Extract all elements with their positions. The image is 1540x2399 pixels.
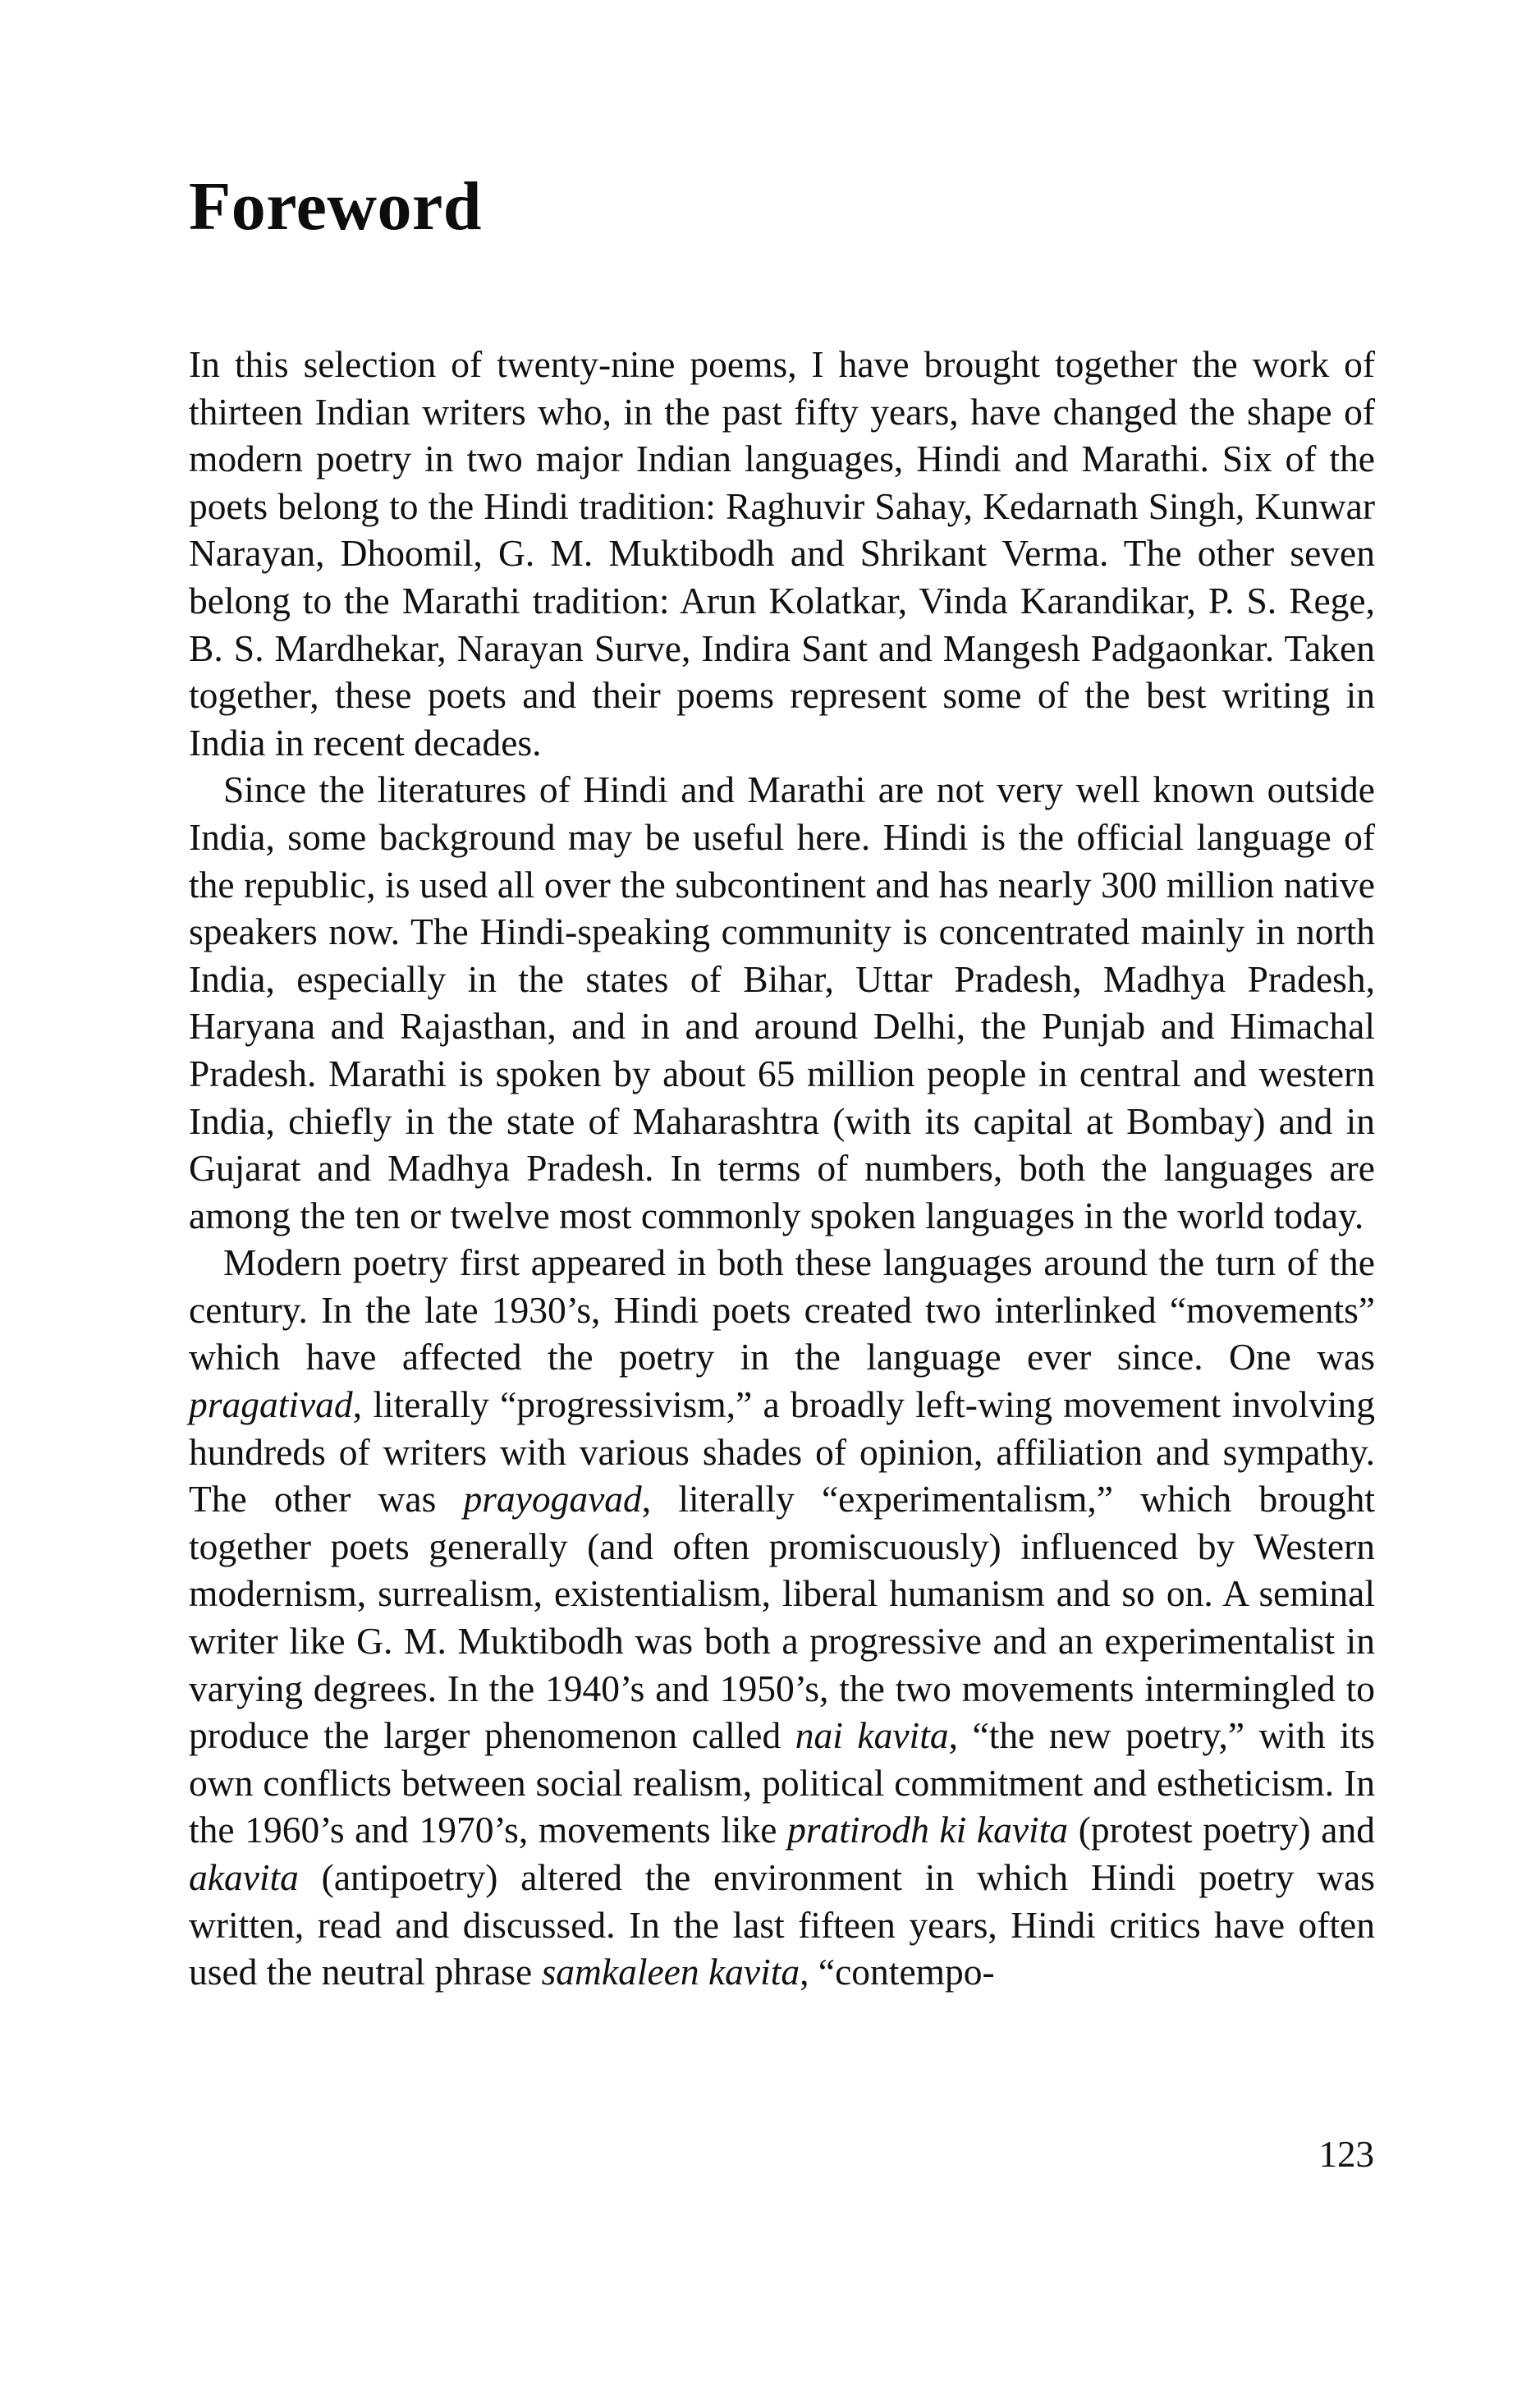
- foreword-body: [189, 341, 1375, 1996]
- italic-term: samkaleen kavita: [541, 1951, 800, 1993]
- italic-term: prayogavad: [463, 1478, 642, 1521]
- text-run: , literally “experimentalism,” which brought together poets generally (and often promiscuously) influenced by Western modernism, surrealism, existentialism, liberal humanism and so on. A seminal writer like G. M. Muktibodh was both a progressive and an experimentalist in varying degrees. In the 1940’s and 1950’s, the two movements intermingled to produce the larger phenomenon called: [189, 1478, 1375, 1757]
- text-run: , “contempo-: [800, 1951, 995, 1993]
- text-run: (protest poetry) and: [1068, 1809, 1376, 1851]
- paragraph: In this selection of twenty-nine poems, I have brought together the work of thirteen Indian writers who, in the past fifty years, have changed the shape of modern poetry in two major Indian languages, Hindi and Marathi. Six of the poets belong to the Hindi tradition: Raghuvir Sahay, Kedarnath Singh, Kunwar Narayan, Dhoomil, G. M. Muktibodh and Shrikant Verma. The other seven belong to the Marathi tradition: Arun Kolatkar, Vinda Karandikar, P. S. Rege, B. S. Mardhekar, Narayan Surve, Indira Sant and Mangesh Padgaonkar. Taken together, these poets and their poems represent some of the best writing in India in recent decades.: [189, 343, 1375, 764]
- italic-term: akavita: [189, 1856, 299, 1898]
- page-number: 123: [1318, 2134, 1374, 2175]
- text-run: , literally “progressivism,” a broadly left-wing movement involving hundreds of writers with various shades of opinion, affiliation and sympathy. The other was: [189, 1383, 1375, 1521]
- paragraph: [189, 1239, 1375, 1996]
- italic-term: pragativad: [189, 1383, 353, 1426]
- text-run: (antipoetry) altered the environment in which Hindi poetry was written, read and discussed. In the last fifteen years, Hindi critics have often used the neutral phrase: [189, 1856, 1375, 1993]
- text-run: , “the new poetry,” with its own conflicts between social realism, political commitment and estheticism. In the 1960’s and 1970’s, movements like: [189, 1714, 1375, 1851]
- italic-term: pratirodh ki kavita: [787, 1809, 1069, 1851]
- text-run: Modern poetry first appeared in both these languages around the turn of the century. In the late 1930’s, Hindi poets created two interlinked “movements” which have affected the poetry in the language ever since. One was: [189, 1241, 1375, 1378]
- page-title: Foreword: [189, 168, 483, 245]
- italic-term: nai kavita: [795, 1714, 949, 1757]
- paragraph: Since the literatures of Hindi and Marathi are not very well known outside India, some background may be useful here. Hindi is the official language of the republic, is used all over the subcontinent and has nearly 300 million native speakers now. The Hindi-speaking community is concentrated mainly in north India, especially in the states of Bihar, Uttar Pradesh, Madhya Pradesh, Haryana and Rajasthan, and in and around Delhi, the Punjab and Himachal Pradesh. Marathi is spoken by about 65 million people in central and western India, chiefly in the state of Maharashtra (with its capital at Bombay) and in Gujarat and Madhya Pradesh. In terms of numbers, both the languages are among the ten or twelve most commonly spoken languages in the world today.: [189, 768, 1375, 1236]
